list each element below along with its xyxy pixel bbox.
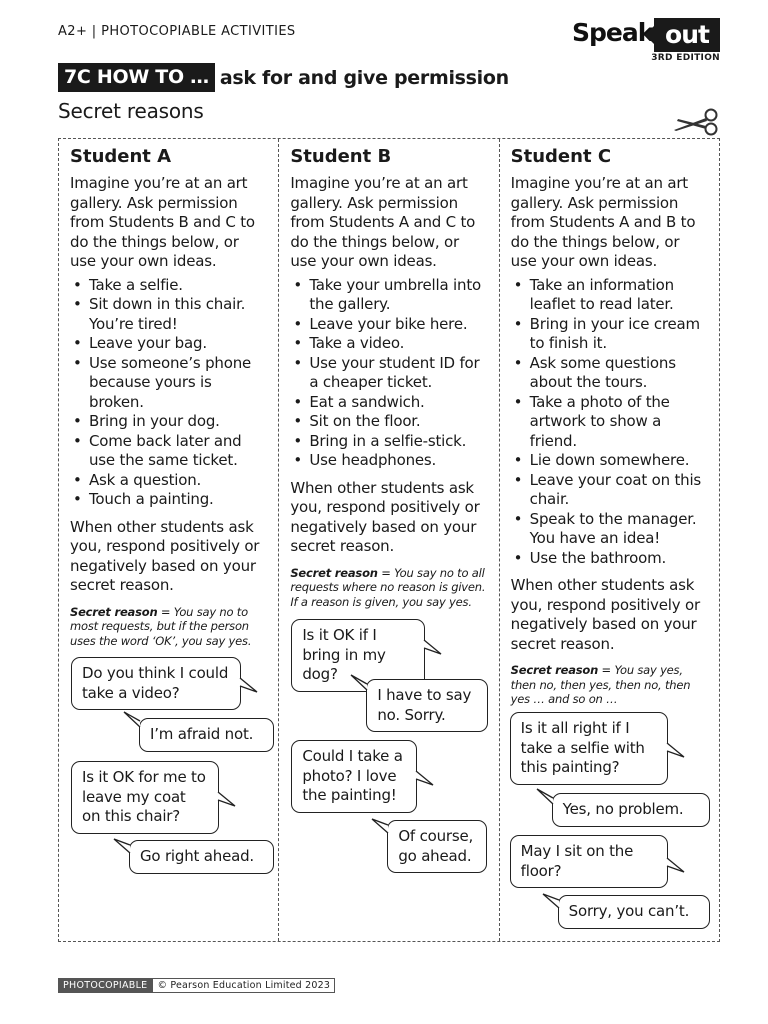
task-item: • Take an information leaflet to read later.: [511, 276, 709, 315]
card-instructions: Imagine you’re at an art gallery. Ask permission from Students A and B to do the things below, or use your own ideas.: [510, 174, 696, 270]
student-a-card: [59, 139, 279, 941]
task-item: • Use headphones.: [290, 451, 488, 471]
speech-bubble: Is it OK for me to leave my coat on this chair?: [71, 761, 219, 834]
speech-bubble: Yes, no problem.: [552, 793, 710, 827]
task-item: • Use the bathroom.: [511, 549, 709, 569]
footer: [58, 978, 335, 993]
task-item: • Leave your bag.: [70, 334, 268, 354]
task-item: • Use someone’s phone because yours is broken.: [70, 354, 268, 413]
card-instructions: Imagine you’re at an art gallery. Ask permission from Students B and C to do the things below, or use your own ideas.: [70, 174, 255, 270]
lesson-code-badge: 7C HOW TO …: [58, 63, 215, 92]
task-item: • Speak to the manager. You have an idea!: [511, 510, 709, 549]
secret-reason-label: Secret reason: [70, 604, 158, 619]
secret-reason-label: Secret reason: [510, 663, 599, 677]
secret-reason: [290, 566, 488, 610]
speech-bubble: Of course, go ahead.: [387, 820, 487, 873]
bubble-tail: [218, 790, 236, 808]
bubble-tail: [371, 817, 389, 835]
speech-bubble: Do you think I could take a video?: [71, 657, 241, 710]
respond-instructions: When other students ask you, respond positively or negatively based on your secret reason.: [290, 478, 480, 555]
scissors-icon: [672, 108, 720, 138]
student-c-card: [500, 139, 719, 941]
student-b-card: [279, 139, 499, 941]
card-instructions: Imagine you’re at an art gallery. Ask permission from Students A and C to do the things below, or use your own ideas.: [290, 174, 476, 270]
task-item: • Bring in a selfie-stick.: [290, 432, 488, 452]
task-item: • Use your student ID for a cheaper ticket.: [290, 354, 488, 393]
respond-instructions: When other students ask you, respond positively or negatively based on your secret reason.: [510, 576, 700, 653]
bubble-tail: [667, 856, 685, 874]
bubble-tail: [542, 892, 560, 910]
task-item: • Touch a painting.: [70, 490, 268, 510]
lesson-title: [58, 63, 509, 92]
task-item: • Lie down somewhere.: [511, 451, 709, 471]
task-item: • Bring in your dog.: [70, 412, 268, 432]
task-item: • Come back later and use the same ticket.: [70, 432, 268, 471]
task-item: • Eat a sandwich.: [290, 393, 488, 413]
task-item: • Ask a question.: [70, 471, 268, 491]
task-item: • Leave your bike here.: [290, 315, 488, 335]
secret-reason-label: Secret reason: [290, 565, 378, 580]
speech-bubble: Could I take a photo? I love the painting!: [291, 740, 417, 813]
card-title: Student A: [70, 146, 172, 167]
speech-bubble: Is it OK if I bring in my dog?: [291, 619, 425, 692]
secret-reason: [511, 663, 709, 707]
task-item: • Bring in your ice cream to finish it.: [511, 315, 709, 354]
respond-instructions: When other students ask you, respond positively or negatively based on your secret reason.: [70, 517, 260, 594]
speech-bubble: May I sit on the floor?: [510, 835, 668, 888]
lesson-title-text: ask for and give permission: [219, 66, 509, 89]
bubble-tail: [350, 674, 368, 692]
bubble-tail: [113, 837, 131, 855]
bubble-tail: [240, 676, 258, 694]
task-item: • Leave your coat on this chair.: [511, 471, 709, 510]
task-item: • Ask some questions about the tours.: [511, 354, 709, 393]
bubble-tail: [123, 711, 141, 729]
secret-reason-text: = You say no to most requests, but if the person uses the word ‘OK’, you say yes.: [70, 604, 252, 648]
speech-bubble: Sorry, you can’t.: [558, 895, 710, 929]
task-item: • Sit on the floor.: [290, 412, 488, 432]
bubble-tail: [416, 769, 434, 787]
photocopiable-badge: PHOTOCOPIABLE: [58, 978, 152, 993]
task-list: [70, 276, 268, 510]
task-item: • Sit down in this chair. You’re tired!: [70, 295, 268, 334]
secret-reason: [70, 605, 268, 649]
secret-reason-text: = You say yes, then no, then yes, then no, then yes … and so on …: [510, 663, 691, 706]
speech-bubble: Is it all right if I take a selfie with this painting?: [510, 712, 668, 785]
task-item: • Take a selfie.: [70, 276, 268, 296]
speech-bubble: I have to say no. Sorry.: [366, 679, 488, 732]
student-cards: [58, 138, 720, 942]
copyright-notice: © Pearson Education Limited 2023: [152, 978, 335, 993]
activity-subtitle: Secret reasons: [58, 99, 204, 123]
task-item: • Take a photo of the artwork to show a friend.: [511, 393, 709, 452]
speech-bubble: I’m afraid not.: [139, 718, 274, 752]
task-list: [290, 276, 488, 471]
bubble-tail: [667, 741, 685, 759]
task-item: • Take a video.: [290, 334, 488, 354]
task-item: • Take your umbrella into the gallery.: [290, 276, 488, 315]
bubble-tail: [424, 638, 442, 656]
card-title: Student B: [290, 146, 392, 167]
speakout-logo: Speak out 3RD EDITION: [572, 18, 720, 63]
level-label: A2+ | PHOTOCOPIABLE ACTIVITIES: [58, 24, 296, 39]
speech-bubble: Go right ahead.: [129, 840, 274, 874]
task-list: [511, 276, 709, 569]
bubble-tail: [536, 788, 554, 806]
secret-reason-text: = You say no to all requests where no reason is given. If a reason is given, you say yes.: [290, 565, 486, 609]
card-title: Student C: [510, 146, 612, 167]
